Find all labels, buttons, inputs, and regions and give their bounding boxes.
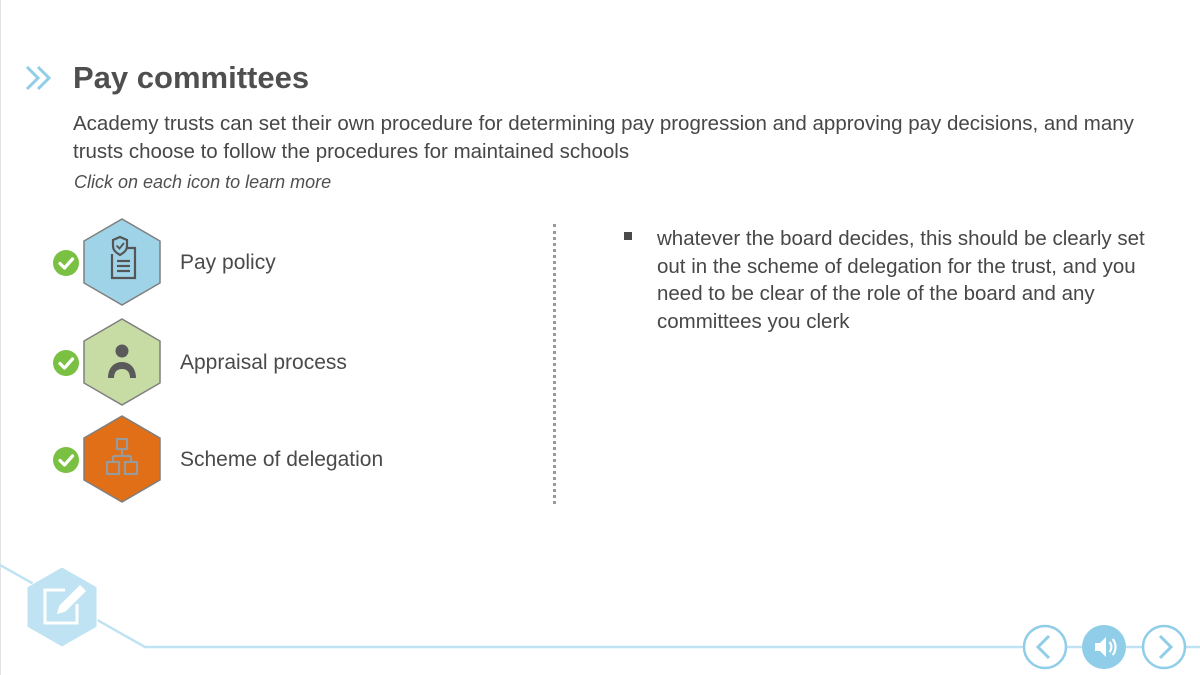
slide-title: Pay committees <box>73 60 310 95</box>
slide-intro: Academy trusts can set their own procedure for determining pay progression and approving pay decisions, and many trusts choose to follow the procedures for maintained schools <box>73 112 1134 163</box>
topic-appraisal-process[interactable] <box>50 318 490 408</box>
instruction-text: Click on each icon to learn more <box>74 172 332 192</box>
topic-label-scheme: Scheme of delegation <box>180 448 384 471</box>
check-icon <box>52 446 80 474</box>
next-button[interactable] <box>1141 624 1187 670</box>
topic-label-pay-policy: Pay policy <box>180 251 276 274</box>
topic-label-appraisal: Appraisal process <box>180 351 347 374</box>
dotted-divider <box>553 224 556 504</box>
bullet-marker <box>624 232 632 240</box>
check-icon <box>52 349 80 377</box>
topic-scheme-of-delegation[interactable] <box>50 415 490 505</box>
appraisal-hex-button[interactable] <box>82 318 162 406</box>
pay-policy-hex-button[interactable] <box>82 218 162 306</box>
check-icon <box>52 249 80 277</box>
detail-bullet-text: whatever the board decides, this should be clearly set out in the scheme of delegation for the trust, and you need to be clear of the role of the board and any committees you clerk <box>657 227 1145 333</box>
topic-pay-policy[interactable] <box>50 218 490 308</box>
audio-button[interactable] <box>1081 624 1127 670</box>
previous-button[interactable] <box>1022 624 1068 670</box>
double-chevron-right-icon <box>24 62 56 94</box>
scheme-hex-button[interactable] <box>82 415 162 503</box>
notes-button[interactable] <box>25 566 99 648</box>
slide-left-border <box>0 0 1 675</box>
